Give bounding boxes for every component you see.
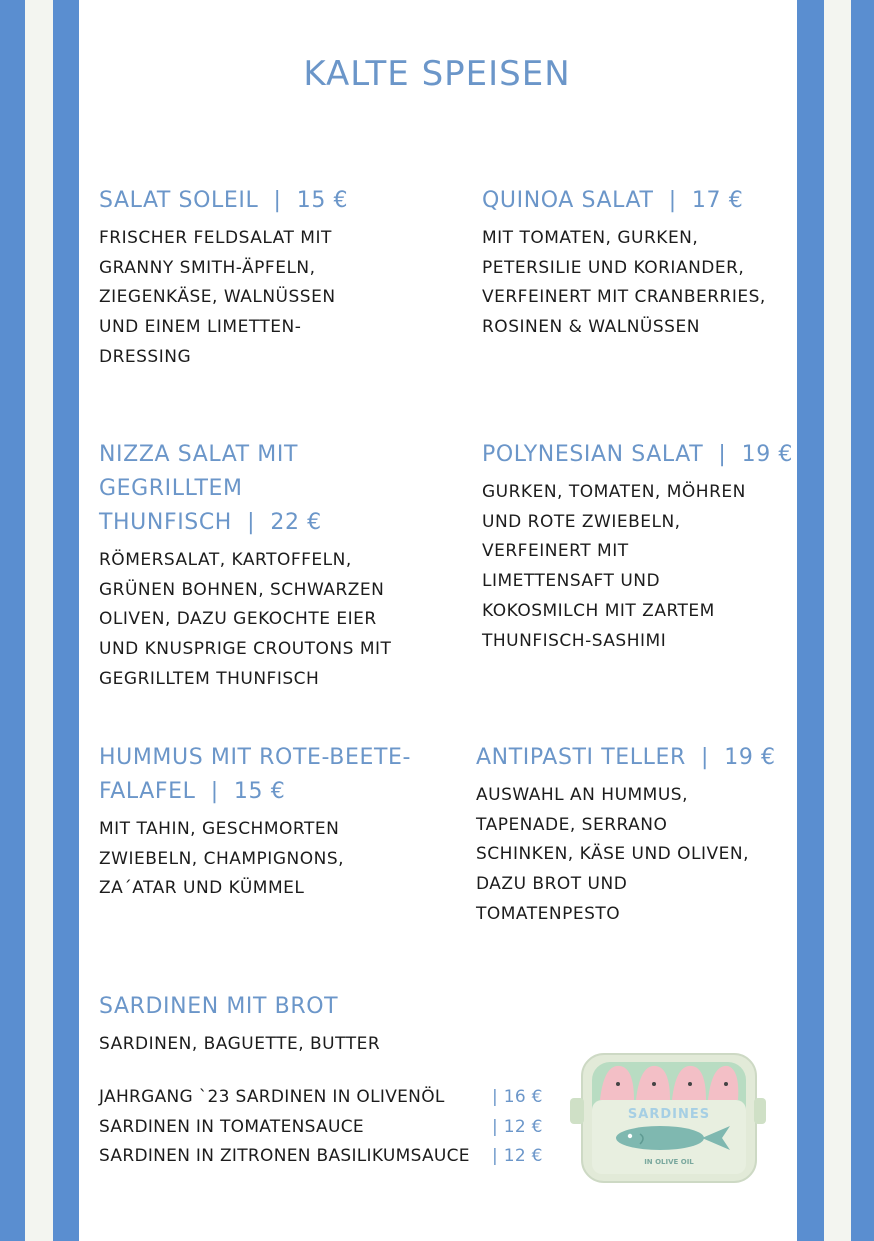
menu-item-hummus bbox=[99, 741, 444, 904]
option-price: | 12 € bbox=[492, 1146, 543, 1167]
item-name: POLYNESIAN SALAT bbox=[482, 442, 704, 467]
option-name: SARDINEN IN ZITRONEN BASILIKUMSAUCE bbox=[99, 1146, 470, 1167]
item-description: SARDINEN, BAGUETTE, BUTTER bbox=[99, 1034, 381, 1054]
item-price: 19 € bbox=[741, 442, 794, 467]
item-description: RÖMERSALAT, KARTOFFELN, GRÜNEN BOHNEN, SCHWARZEN OLIVEN, DAZU GEKOCHTE EIER UND KNUSPRIGE CROUTONS MIT GEGRILLTEM THUNFISCH bbox=[99, 550, 392, 689]
left-inner-stripe bbox=[53, 0, 79, 1241]
item-heading: SALAT SOLEIL | 15 € bbox=[99, 188, 349, 213]
item-heading: NIZZA SALAT MIT GEGRILLTEM THUNFISCH | 22 € bbox=[99, 442, 322, 535]
item-description: MIT TAHIN, GESCHMORTEN ZWIEBELN, CHAMPIGNONS, ZA´ATAR UND KÜMMEL bbox=[99, 819, 345, 899]
item-name: SARDINEN MIT BROT bbox=[99, 994, 339, 1019]
left-cream-stripe bbox=[25, 0, 53, 1241]
item-description: AUSWAHL AN HUMMUS, TAPENADE, SERRANO SCHINKEN, KÄSE UND OLIVEN, DAZU BROT UND TOMATENPESTO bbox=[476, 785, 750, 924]
item-price: 15 € bbox=[296, 188, 349, 213]
item-heading bbox=[99, 990, 499, 1024]
item-heading: POLYNESIAN SALAT | 19 € bbox=[482, 442, 794, 467]
menu-item-antipasti-teller bbox=[476, 741, 794, 930]
item-description: MIT TOMATEN, GURKEN, PETERSILIE UND KORIANDER, VERFEINERT MIT CRANBERRIES, ROSINEN & WALNÜSSEN bbox=[482, 228, 766, 338]
option-name: JAHRGANG `23 SARDINEN IN OLIVENÖL bbox=[99, 1087, 445, 1107]
item-price: 17 € bbox=[691, 188, 744, 213]
menu-item-salat-soleil bbox=[99, 184, 439, 373]
menu-item-quinoa-salat bbox=[482, 184, 792, 343]
option-price: | 16 € bbox=[492, 1087, 543, 1107]
item-name: NIZZA SALAT MIT GEGRILLTEM bbox=[99, 442, 298, 501]
tin-sublabel: IN OLIVE OIL bbox=[644, 1158, 694, 1166]
item-name: SALAT SOLEIL bbox=[99, 188, 259, 213]
item-name: QUINOA SALAT bbox=[482, 188, 654, 213]
item-price: 15 € bbox=[233, 779, 286, 804]
sardine-tin-illustration bbox=[568, 1046, 768, 1186]
page-title: KALTE SPEISEN bbox=[303, 54, 571, 94]
item-name: FALAFEL bbox=[99, 779, 196, 804]
item-heading: HUMMUS MIT ROTE-BEETE- FALAFEL | 15 € bbox=[99, 745, 412, 804]
option-price: | 12 € bbox=[492, 1116, 543, 1137]
menu-item-nizza-salat bbox=[99, 438, 444, 695]
right-outer-stripe bbox=[851, 0, 874, 1241]
item-description: FRISCHER FELDSALAT MIT GRANNY SMITH-ÄPFELN, ZIEGENKÄSE, WALNÜSSEN UND EINEM LIMETTEN- DRESSING bbox=[99, 228, 336, 367]
item-heading: QUINOA SALAT | 17 € bbox=[482, 188, 744, 213]
item-heading: ANTIPASTI TELLER | 19 € bbox=[476, 745, 776, 770]
item-price: 22 € bbox=[270, 510, 322, 535]
left-outer-stripe bbox=[0, 0, 25, 1241]
item-price: 19 € bbox=[724, 745, 776, 770]
menu-item-sardinen-mit-brot bbox=[99, 990, 499, 1060]
item-description: GURKEN, TOMATEN, MÖHREN UND ROTE ZWIEBELN, VERFEINERT MIT LIMETTENSAFT UND KOKOSMILCH MIT ZARTEM THUNFISCH-SASHIMI bbox=[482, 482, 746, 651]
right-cream-stripe bbox=[824, 0, 851, 1241]
item-name: ANTIPASTI TELLER bbox=[476, 745, 686, 770]
item-name: THUNFISCH bbox=[99, 510, 232, 535]
right-inner-stripe bbox=[797, 0, 824, 1241]
menu-item-polynesian-salat bbox=[482, 438, 794, 656]
option-name: SARDINEN IN TOMATENSAUCE bbox=[99, 1116, 364, 1137]
tin-label: SARDINES bbox=[627, 1107, 711, 1122]
item-name: HUMMUS MIT ROTE-BEETE- bbox=[99, 745, 412, 770]
